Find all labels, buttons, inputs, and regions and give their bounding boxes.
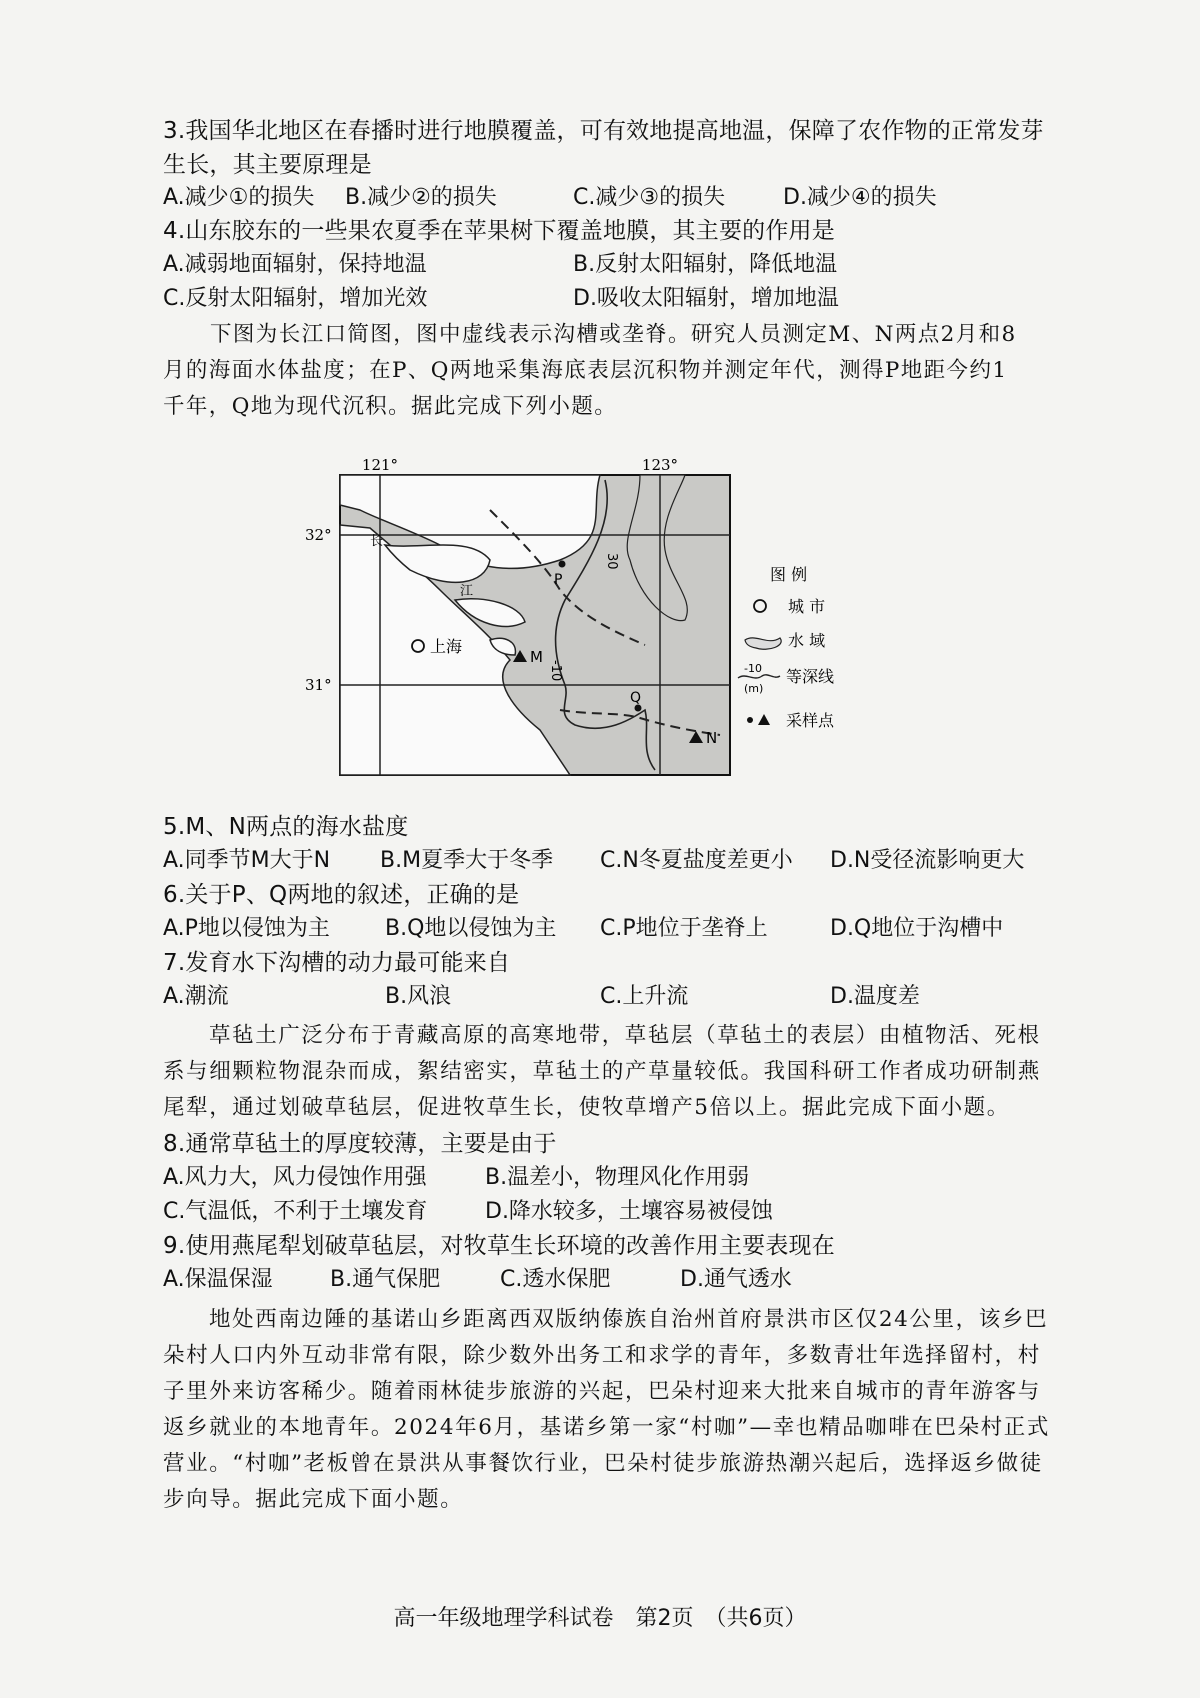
q5-option-c[interactable]: C.N冬夏盐度差更小 [600, 848, 793, 873]
intro1-line2: 月的海面水体盐度；在P、Q两地采集海底表层沉积物并测定年代，测得P地距今约1 [163, 358, 1008, 383]
lon-123-label: 123° [641, 456, 679, 474]
q4-option-c[interactable]: C.反射太阳辐射，增加光效 [163, 286, 428, 311]
legend-isobath-unit: (m) [744, 682, 764, 695]
legend-city-icon [754, 600, 766, 612]
jiang-label: 江 [460, 584, 474, 599]
legend-title: 图 例 [770, 565, 808, 584]
q6-option-c[interactable]: C.P地位于垄脊上 [600, 916, 768, 941]
lon-121-label: 121° [361, 456, 399, 474]
intro2-text: 草毡土广泛分布于青藏高原的高寒地带，草毡层（草毡土的表层）由植物活、死根系与细颗粒物混杂而成，絮结密实，草毡土的产草量较低。我国科研工作者成功研制燕尾犁，通过划破草毡层，促进牧草生长，使牧草增产5倍以上。据此完成下面小题。 [163, 1023, 1041, 1120]
q8-stem: 8.通常草毡土的厚度较薄，主要是由于 [163, 1131, 557, 1157]
q3-option-b[interactable]: B.减少②的损失 [345, 185, 497, 210]
point-m-label: M [530, 648, 543, 666]
point-p-icon [559, 561, 566, 568]
q8-option-c[interactable]: C.气温低，不利于土壤发育 [163, 1199, 428, 1224]
legend-water-label: 水 域 [788, 631, 826, 650]
intro3-paragraph [163, 1302, 1053, 1518]
q7-option-a[interactable]: A.潮流 [163, 984, 229, 1009]
chang-label: 长 [370, 534, 384, 549]
q3-option-a[interactable]: A.减少①的损失 [163, 185, 315, 210]
q9-option-a[interactable]: A.保温保湿 [163, 1267, 273, 1292]
q6-option-d[interactable]: D.Q地位于沟槽中 [830, 916, 1004, 941]
point-q-label: Q [630, 690, 642, 706]
legend-water-icon [745, 638, 781, 649]
q7-option-c[interactable]: C.上升流 [600, 984, 689, 1009]
isobath-10-label: -10 [548, 660, 563, 682]
legend-sample-label: 采样点 [786, 711, 835, 730]
intro1-line1: 下图为长江口简图，图中虚线表示沟槽或垄脊。研究人员测定M、N两点2月和8 [210, 322, 1017, 347]
q3-stem-line1: 3.我国华北地区在春播时进行地膜覆盖，可有效地提高地温，保障了农作物的正常发芽 [163, 118, 1044, 144]
isobath-30-label: 30 [604, 553, 619, 570]
q4-option-d[interactable]: D.吸收太阳辐射，增加地温 [573, 286, 839, 311]
q9-option-d[interactable]: D.通气透水 [680, 1267, 792, 1292]
legend-sample-triangle-icon [758, 714, 770, 725]
q6-option-b[interactable]: B.Q地以侵蚀为主 [385, 916, 557, 941]
intro2-paragraph [163, 1018, 1053, 1126]
q8-option-d[interactable]: D.降水较多，土壤容易被侵蚀 [485, 1199, 773, 1224]
q5-option-d[interactable]: D.N受径流影响更大 [830, 848, 1025, 873]
lat-32-label: 32° [305, 526, 332, 544]
q3-option-c[interactable]: C.减少③的损失 [573, 185, 726, 210]
q9-option-c[interactable]: C.透水保肥 [500, 1267, 611, 1292]
q8-option-b[interactable]: B.温差小，物理风化作用弱 [485, 1165, 750, 1190]
legend-city-label: 城 市 [788, 597, 826, 616]
q5-option-b[interactable]: B.M夏季大于冬季 [380, 848, 554, 873]
intro1-line3: 千年，Q地为现代沉积。据此完成下列小题。 [163, 394, 618, 419]
shanghai-label: 上海 [430, 637, 463, 656]
yangtze-estuary-map [305, 450, 1060, 805]
q3-option-d[interactable]: D.减少④的损失 [783, 185, 937, 210]
q4-stem: 4.山东胶东的一些果农夏季在苹果树下覆盖地膜，其主要的作用是 [163, 218, 835, 244]
q3-stem-line2: 生长，其主要原理是 [163, 152, 372, 178]
q7-option-d[interactable]: D.温度差 [830, 984, 920, 1009]
q4-option-b[interactable]: B.反射太阳辐射，降低地温 [573, 252, 838, 277]
q7-stem: 7.发育水下沟槽的动力最可能来自 [163, 950, 511, 976]
q4-option-a[interactable]: A.减弱地面辐射，保持地温 [163, 252, 427, 277]
page-footer: 高一年级地理学科试卷 第2页 （共6页） [393, 1606, 807, 1631]
q6-stem: 6.关于P、Q两地的叙述，正确的是 [163, 882, 520, 908]
q8-option-a[interactable]: A.风力大，风力侵蚀作用强 [163, 1165, 427, 1190]
q9-stem: 9.使用燕尾犁划破草毡层，对牧草生长环境的改善作用主要表现在 [163, 1233, 835, 1259]
legend-sample-dot-icon [747, 717, 753, 723]
legend-isobath-value: -10 [744, 662, 762, 675]
legend-isobath-icon [738, 675, 780, 678]
intro3-text: 地处西南边陲的基诺山乡距离西双版纳傣族自治州首府景洪市区仅24公里，该乡巴朵村人口内外互动非常有限，除少数外出务工和求学的青年，多数青壮年选择留村，村子里外来访客稀少。随着雨林徒步旅游的兴起，巴朵村迎来大批来自城市的青年游客与返乡就业的本地青年。2024年6月，基诺乡第一家“村咖”—幸也精品咖啡在巴朵村正式营业。“村咖”老板曾在景洪从事餐饮行业，巴朵村徒步旅游热潮兴起后，选择返乡做徒步向导。据此完成下面小题。 [163, 1307, 1050, 1512]
q7-option-b[interactable]: B.风浪 [385, 984, 452, 1009]
q5-stem: 5.M、N两点的海水盐度 [163, 814, 409, 840]
q6-option-a[interactable]: A.P地以侵蚀为主 [163, 916, 330, 941]
lat-31-label: 31° [305, 676, 332, 694]
legend-isobath-label: 等深线 [786, 667, 835, 686]
q5-option-a[interactable]: A.同季节M大于N [163, 848, 331, 873]
q9-option-b[interactable]: B.通气保肥 [330, 1267, 441, 1292]
point-p-label: P [554, 572, 563, 588]
point-n-label: N [706, 729, 718, 747]
